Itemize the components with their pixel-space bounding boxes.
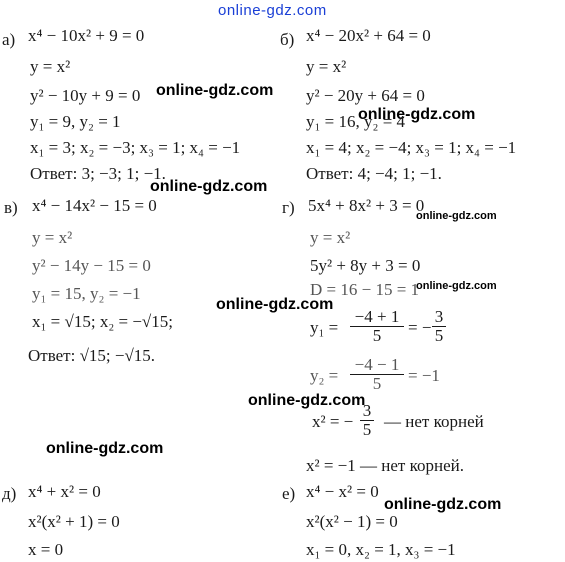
answer-line: Ответ: 3; −3; 1; −1. [30,164,166,183]
problem-label-e: е) [282,484,296,503]
equation-line: x² = −1 — нет корней. [306,456,464,475]
y1-equals: = − [408,318,432,337]
y1-result-fraction [432,308,446,345]
equation-line: y₁ = 9, y₂ = 1 [30,112,121,131]
equation-line: x₁ = 3; x₂ = −3; x₃ = 1; x₄ = −1 [30,138,241,157]
equation-line: y = x² [306,57,347,76]
watermark: online-gdz.com [150,178,268,195]
equation-line: 5y² + 8y + 3 = 0 [310,256,421,275]
problem-label-v: в) [4,198,18,217]
fraction-denominator: 5 [362,420,372,439]
equation-line: D = 16 − 15 = 1 [310,280,420,299]
fraction-numerator: −4 − 1 [350,356,404,375]
equation-line: x = 0 [28,540,64,559]
problem-label-a: а) [2,30,16,49]
fraction-denominator: 5 [434,326,444,345]
watermark: online-gdz.com [156,82,274,99]
equation-line: x⁴ − 10x² + 9 = 0 [28,26,145,45]
equation-line: y₁ = 15, y₂ = −1 [32,284,141,303]
watermark: online-gdz.com [46,440,164,457]
equation-line: x²(x² + 1) = 0 [28,512,120,531]
fraction-numerator: −4 + 1 [350,308,404,327]
problem-label-g: г) [282,198,295,217]
equation-line: x²(x² − 1) = 0 [306,512,398,531]
equation-line: x₁ = √15; x₂ = −√15; [32,312,173,331]
watermark: online-gdz.com [248,392,366,409]
watermark: online-gdz.com [216,296,334,313]
problem-label-d: д) [2,484,17,503]
equation-line: x₁ = 0, x₂ = 1, x₃ = −1 [306,540,456,559]
watermark: online-gdz.com [416,280,497,292]
watermark: online-gdz.com [416,210,497,222]
equation-line: x₁ = 4; x₂ = −4; x₃ = 1; x₄ = −1 [306,138,517,157]
equation-line: x⁴ − 14x² − 15 = 0 [32,196,157,215]
answer-line: Ответ: √15; −√15. [28,346,156,365]
x2-fraction [360,402,374,439]
fraction-numerator: 3 [432,308,446,327]
fraction-numerator: 3 [360,402,374,421]
equation-line: x⁴ + x² = 0 [28,482,101,501]
watermark-top: online-gdz.com [218,2,327,19]
y2-result: = −1 [408,366,440,385]
equation-line: 5x⁴ + 8x² + 3 = 0 [308,196,425,215]
y2-fraction [350,356,404,393]
x2-prefix: x² = − [312,412,354,431]
problem-label-b: б) [280,30,295,49]
y1-prefix: y₁ = [310,318,339,337]
equation-line: y = x² [30,57,71,76]
fraction-denominator: 5 [372,326,382,345]
equation-line: x⁴ − x² = 0 [306,482,379,501]
y1-fraction [350,308,404,345]
answer-line: Ответ: 4; −4; 1; −1. [306,164,442,183]
watermark: online-gdz.com [358,106,476,123]
watermark: online-gdz.com [384,496,502,513]
equation-line: y² − 14y − 15 = 0 [32,256,151,275]
equation-line: y = x² [32,228,73,247]
equation-line: x⁴ − 20x² + 64 = 0 [306,26,431,45]
y2-prefix: y₂ = [310,366,339,385]
equation-line: y² − 10y + 9 = 0 [30,86,141,105]
equation-line: y = x² [310,228,351,247]
fraction-denominator: 5 [372,374,382,393]
x2-suffix: — нет корней [384,412,484,431]
equation-line: y₁ = 16, y₂ = 4 [306,112,406,131]
equation-line: y² − 20y + 64 = 0 [306,86,425,105]
